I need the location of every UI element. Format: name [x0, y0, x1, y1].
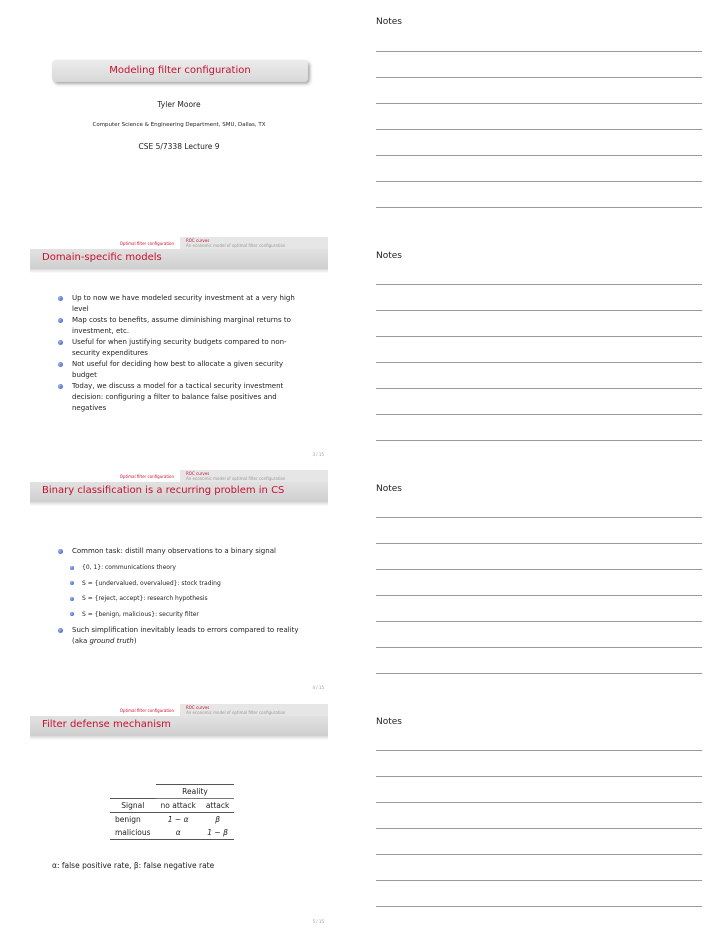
author: Tyler Moore: [157, 100, 201, 109]
headline-subsection-economic[interactable]: An economic model of optimal filter configuration: [186, 476, 286, 481]
headline-subsection-roc[interactable]: ROC curves: [186, 238, 210, 243]
note-line: [376, 336, 702, 337]
frame-title-bar: [30, 716, 328, 736]
emphasis: ground truth: [89, 637, 134, 645]
note-line: [376, 362, 702, 363]
note-line: [376, 77, 702, 78]
note-line: [376, 103, 702, 104]
sub-bullet-item: {0, 1}: communications theory: [58, 563, 308, 573]
bullet-list: [58, 546, 308, 647]
page-number: 3 / 15: [312, 452, 324, 457]
note-line: [376, 388, 702, 389]
bullet-item: Map costs to benefits, assume diminishing marginal returns to investment, etc.: [58, 315, 308, 337]
table-header-attack: attack: [201, 799, 235, 813]
sub-bullet-item: S = {undervalued, overvalued}: stock trading: [58, 579, 308, 589]
course: CSE 5/7338 Lecture 9: [138, 142, 220, 151]
note-line: [376, 621, 702, 622]
notes-title: Notes: [376, 17, 402, 27]
affiliation: Computer Science & Engineering Department, SMU, Dallas, TX: [92, 122, 266, 128]
note-line: [376, 802, 702, 803]
headline-subsection-roc[interactable]: ROC curves: [186, 705, 210, 710]
frame-title: Filter defense mechanism: [42, 719, 171, 730]
headline-subsection-economic[interactable]: An economic model of optimal filter configuration: [186, 710, 286, 715]
presentation-title: Modeling filter configuration: [52, 60, 308, 82]
bullet-list: [58, 293, 308, 414]
notes-panel-3: [376, 484, 702, 684]
note-line: [376, 647, 702, 648]
frame-title-bar: [30, 249, 328, 269]
sub-bullet-item: S = {reject, accept}: research hypothesis: [58, 594, 308, 604]
note-line: [376, 828, 702, 829]
headline-bar: [30, 237, 328, 249]
notes-panel-4: [376, 717, 702, 917]
note-line: [376, 543, 702, 544]
headline-section[interactable]: Optimal filter configuration: [119, 474, 174, 479]
bullet-item: Such simplification inevitably leads to errors compared to reality (aka ground truth): [58, 625, 308, 647]
page-number: 4 / 15: [312, 685, 324, 690]
headline-bar: [30, 470, 328, 482]
frame-title: Binary classification is a recurring problem in CS: [42, 485, 285, 496]
note-line: [376, 595, 702, 596]
page-number: 5 / 15: [312, 919, 324, 924]
sub-bullet-item: S = {benign, malicious}: security filter: [58, 610, 308, 620]
notes-panel-2: [376, 251, 702, 451]
headline-subsection-economic[interactable]: An economic model of optimal filter configuration: [186, 243, 286, 248]
note-line: [376, 181, 702, 182]
bullet-item: Common task: distill many observations to a binary signal: [58, 546, 308, 557]
note-line: [376, 517, 702, 518]
note-line: [376, 776, 702, 777]
notes-panel-1: [376, 17, 702, 217]
notes-title: Notes: [376, 251, 402, 261]
rate-definition: α: false positive rate, β: false negative rate: [52, 861, 215, 870]
note-line: [376, 414, 702, 415]
table-row: benign 1 − α β: [110, 813, 234, 827]
headline-section[interactable]: Optimal filter configuration: [119, 241, 174, 246]
slide-title: [30, 30, 328, 252]
notes-title: Notes: [376, 717, 402, 727]
frame-title-bar: [30, 482, 328, 502]
note-line: [376, 284, 702, 285]
bullet-item: Useful for when justifying security budgets compared to non-security expenditures: [58, 337, 308, 359]
table-row: malicious α 1 − β: [110, 826, 234, 840]
note-line: [376, 207, 702, 208]
slide-binary-classification: [30, 470, 328, 692]
notes-title: Notes: [376, 484, 402, 494]
note-line: [376, 673, 702, 674]
note-line: [376, 906, 702, 907]
note-line: [376, 129, 702, 130]
bullet-item: Up to now we have modeled security investment at a very high level: [58, 293, 308, 315]
slide-filter-defense: [30, 704, 328, 926]
note-line: [376, 880, 702, 881]
note-line: [376, 155, 702, 156]
bullet-item: Today, we discuss a model for a tactical security investment decision: configuring a filter to balance false positives and negatives: [58, 381, 308, 414]
note-line: [376, 51, 702, 52]
note-line: [376, 440, 702, 441]
bullet-item: Not useful for deciding how best to allocate a given security budget: [58, 359, 308, 381]
headline-bar: [30, 704, 328, 716]
table-header-signal: Signal: [110, 799, 156, 813]
note-line: [376, 310, 702, 311]
table-header-reality: Reality: [156, 785, 235, 799]
frame-title: Domain-specific models: [42, 252, 162, 263]
headline-section[interactable]: Optimal filter configuration: [119, 708, 174, 713]
table-header-no-attack: no attack: [156, 799, 201, 813]
note-line: [376, 750, 702, 751]
slide-domain-specific-models: [30, 237, 328, 459]
note-line: [376, 569, 702, 570]
note-line: [376, 854, 702, 855]
filter-outcome-table: [110, 784, 234, 840]
headline-subsection-roc[interactable]: ROC curves: [186, 471, 210, 476]
